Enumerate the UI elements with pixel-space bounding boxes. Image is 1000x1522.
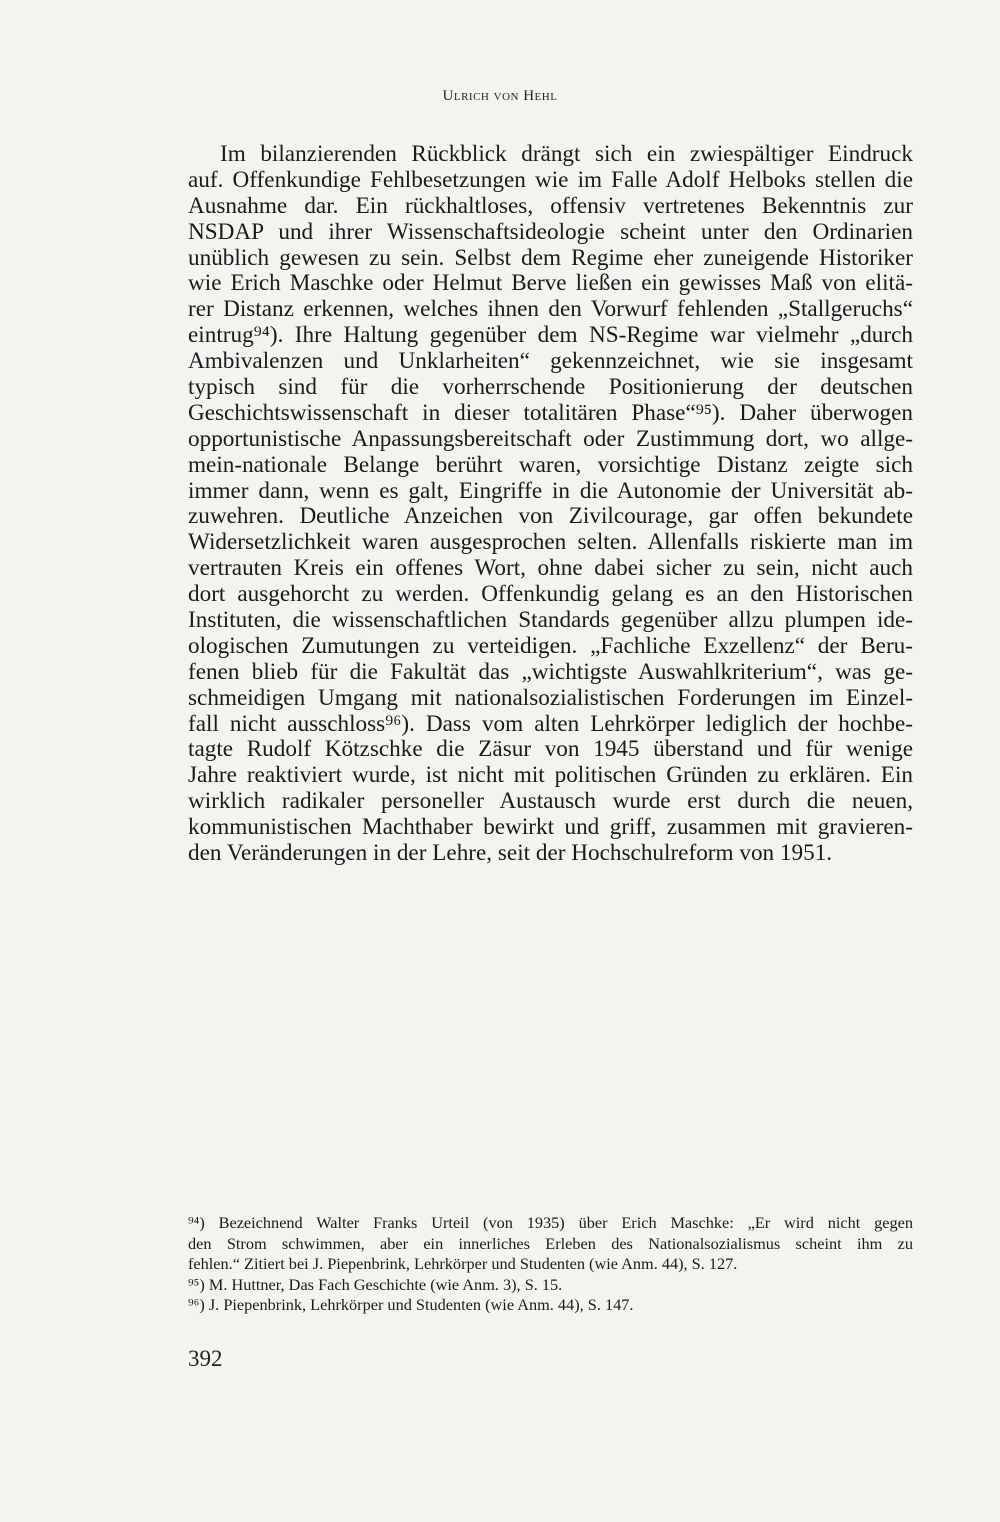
body-line: zuwehren. Deutliche Anzeichen von Zivilcourage, gar offen bekundete xyxy=(188,503,913,530)
body-line: kommunistischen Machthaber bewirkt und griff, zusammen mit gravieren- xyxy=(188,814,913,841)
running-head: Ulrich von Hehl xyxy=(442,88,558,104)
body-line: Instituten, die wissenschaftlichen Standards gegenüber allzu plumpen ide- xyxy=(188,607,913,634)
body-paragraph xyxy=(188,142,913,867)
footnotes xyxy=(188,1213,913,1316)
body-line: fenen blieb für die Fakultät das „wichtigste Auswahlkriterium“, was ge- xyxy=(188,658,913,685)
body-line: Ausnahme dar. Ein rückhaltloses, offensiv vertretenes Bekenntnis zur xyxy=(188,192,913,219)
body-line: schmeidigen Umgang mit nationalsozialistischen Forderungen im Einzel- xyxy=(188,684,913,711)
body-line: Jahre reaktiviert wurde, ist nicht mit politischen Gründen zu erklären. Ein xyxy=(188,762,913,789)
body-line: unüblich gewesen zu sein. Selbst dem Regime eher zuneigende Historiker xyxy=(188,244,913,271)
body-line: opportunistische Anpassungsbereitschaft oder Zustimmung dort, wo allge- xyxy=(188,425,913,452)
body-line: typisch sind für die vorherrschende Positionierung der deutschen xyxy=(188,374,913,401)
footnote-94-line: den Strom schwimmen, aber ein innerliches Erleben des Nationalsozialismus scheint ihm zu xyxy=(188,1233,913,1253)
body-line: Geschichtswissenschaft in dieser totalitären Phase“⁹⁵). Daher überwogen xyxy=(188,399,913,426)
footnote-94-line: ⁹⁴) Bezeichnend Walter Franks Urteil (von 1935) über Erich Maschke: „Er wird nicht gegen xyxy=(188,1213,913,1232)
footnote-95: ⁹⁵) M. Huttner, Das Fach Geschichte (wie Anm. 3), S. 15. xyxy=(188,1274,563,1294)
body-line: NSDAP und ihrer Wissenschaftsideologie scheint unter den Ordinarien xyxy=(188,218,913,245)
page-number: 392 xyxy=(188,1346,223,1371)
body-line: Im bilanzierenden Rückblick drängt sich ein zwiespältiger Eindruck xyxy=(220,141,913,167)
body-line: wirklich radikaler personeller Austausch wurde erst durch die neuen, xyxy=(188,788,913,815)
body-line: dort ausgehorcht zu werden. Offenkundig gelang es an den Historischen xyxy=(188,581,913,608)
body-line: tagte Rudolf Kötzschke die Zäsur von 1945 überstand und für wenige xyxy=(188,736,913,763)
body-line: fall nicht ausschloss⁹⁶). Dass vom alten Lehrkörper lediglich der hochbe- xyxy=(188,710,913,737)
body-line: wie Erich Maschke oder Helmut Berve ließen ein gewisses Maß von elitä- xyxy=(188,270,913,297)
body-line: eintrug⁹⁴). Ihre Haltung gegenüber dem NS-Regime war vielmehr „durch xyxy=(188,322,913,349)
body-line: mein-nationale Belange berührt waren, vorsichtige Distanz zeigte sich xyxy=(188,451,913,478)
footnote-96: ⁹⁶) J. Piepenbrink, Lehrkörper und Studenten (wie Anm. 44), S. 147. xyxy=(188,1295,634,1314)
body-line: immer dann, wenn es galt, Eingriffe in die Autonomie der Universität ab- xyxy=(188,477,913,504)
body-line: vertrauten Kreis ein offenes Wort, ohne dabei sicher zu sein, nicht auch xyxy=(188,555,913,582)
body-line: Widersetzlichkeit waren ausgesprochen selten. Allenfalls riskierte man im xyxy=(188,529,913,556)
body-line: den Veränderungen in der Lehre, seit der Hochschulreform von 1951. xyxy=(188,840,833,867)
body-line: ologischen Zumutungen zu verteidigen. „Fachliche Exzellenz“ der Beru- xyxy=(188,632,913,659)
body-line: auf. Offenkundige Fehlbesetzungen wie im Falle Adolf Helboks stellen die xyxy=(188,166,913,193)
footnote-94-line: fehlen.“ Zitiert bei J. Piepenbrink, Lehrkörper und Studenten (wie Anm. 44), S. 127. xyxy=(188,1254,738,1273)
body-line: Ambivalenzen und Unklarheiten“ gekennzeichnet, wie sie insgesamt xyxy=(188,348,913,375)
body-line: rer Distanz erkennen, welches ihnen den Vorwurf fehlenden „Stallgeruchs“ xyxy=(188,296,913,323)
